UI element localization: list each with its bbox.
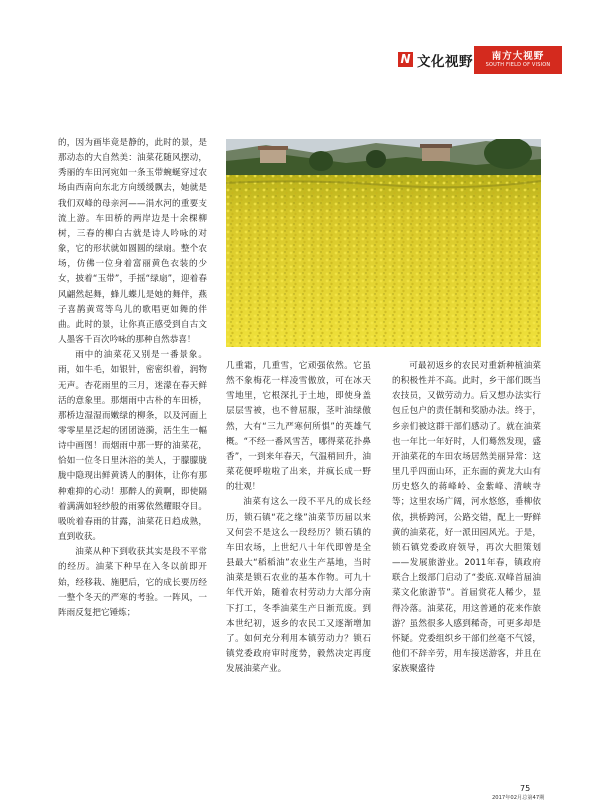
paragraph: 可最初返乡的农民对重新种植油菜的积极性并不高。此时，乡干部们既当农技员，又做劳动力。后又想办法实行包丘包户的责任制和奖励办法。终于，乡亲们被这群干部们感动了。就在油菜也一年比一年好时，人们蓦然发现，盛开油菜花的车田农场居然美丽异常：这里几乎四面山环，正东面的黄龙大山有历史悠久的蒋峰岭、金紫峰、清峡寺等；这里农场广阔，河水悠悠，垂柳依依，拱桥跨河，公路交错，配上一野鲜黄的油菜花，好一派田园风光。于是，锁石镇党委政府领导，再次大胆策划——发展旅游业。2011年春，镇政府联合上级部门启动了“娄底.双峰首届油菜文化旅游节”。首届赏花人稀少，显得冷落。油菜花，用这普通的花来作旅游？虽然很多人感到稀奇，可更多却是怀疑。党委组织乡干部们丝毫不气馁，他们不辞辛劳，用车接送游客，并且在家族聚盛待 <box>392 361 541 675</box>
rapeseed-field-photo <box>226 139 541 347</box>
paragraph: 雨中的油菜花又别是一番景象。雨，如牛毛，如银针，密密织着，润物无声。杏花雨里的三月，迷濛在春天鲜活的意象里。那烟雨中古朴的车田桥，那桥边湿湿而嫩绿的柳条，以及河面上零零星星泛起的团团涟漪，活生生一幅诗中画图！而烟雨中那一野的油菜花，恰如一位冬日里沐浴的美人，于朦朦胧胧中隐现出鲜黄诱人的胴体，让你有那种难抑的心动！那醉人的黄啊，即使隔着满满如轻纱般的雨雾依然耀眼夺目。吸吮着春雨的甘露，油菜花日趋成熟，直到收获。 <box>58 350 207 543</box>
magazine-logo: N <box>398 52 413 67</box>
paragraph: 油菜从种下到收获其实是段不平常的经历。油菜下种早在入冬以前即开始，经移栽、施肥后，它的成长要历经一整个冬天的严寒的考验。一阵风，一阵雨反复把它锤炼； <box>58 547 207 618</box>
article-column-1 <box>58 136 207 621</box>
section-badge <box>474 46 562 74</box>
paragraph: 几重霜，几重雪，它顽强依然。它虽然不象梅花一样凌雪傲放，可在冰天雪地里，它根深扎于土地，即使身盖层层雪被，也不曾屈服，茎叶油绿傲然，大有“三九严寒何所惧”的英雄气概。“不经一番风雪苦，哪得菜花扑鼻香”，一到来年春天，气温稍回升，油菜花便呼啦啦了出来，并疯长成一野的壮观！ <box>226 361 371 493</box>
issue-label: 2017年02月总第47期 <box>492 795 545 801</box>
page-number: 75 <box>520 784 531 793</box>
column-header <box>398 46 564 76</box>
badge-subtitle: SOUTH FIELD OF VISION <box>485 62 551 68</box>
paragraph: 油菜有这么一段不平凡的成长经历，锁石镇“花之缘”油菜节历届以来又何尝不是这么一段经历？锁石镇的车田农场，上世纪八十年代即曾是全县最大“稻稻油”农业生产基地，当时油菜是锁石农业的基本作物。可九十年代开始，随着农村劳动力大部分南下打工，冬季油菜生产日渐荒废。到本世纪初，返乡的农民工又逐渐增加了。如何充分利用本镇劳动力？锁石镇党委政府审时度势，毅然决定再度发展油菜产业。 <box>226 497 371 675</box>
article-column-2 <box>226 359 371 677</box>
badge-title: 南方大视野 <box>491 51 545 62</box>
paragraph: 的，因为画毕竟是静的，此时的景，是那动态的大自然美：油菜花随风摆动，秀丽的车田河宛如一条玉带蜿蜒穿过农场由西南向东北方向缓缓飘去，她就是我们双峰的母亲河——涓水河的重要支流上游。车田桥的两岸边是十余棵柳树，三春的柳白古就是诗人吟咏的对象，它的形状就如圆圆的绿扇。整个农场，仿佛一位身着富丽黄色衣装的少女，披着“玉带”，手摇“绿扇”，迎着春风翩然起舞，蜂儿蝶儿是她的舞伴，燕子喜鹊黄莺等鸟儿的歌唱更如舞的伴曲。此时的景，让你真正感受到自古文人墨客千百次吟咏的那种自然恭喜！ <box>58 138 207 346</box>
column-title: 文化视野 <box>417 54 473 70</box>
article-column-3 <box>392 359 541 677</box>
